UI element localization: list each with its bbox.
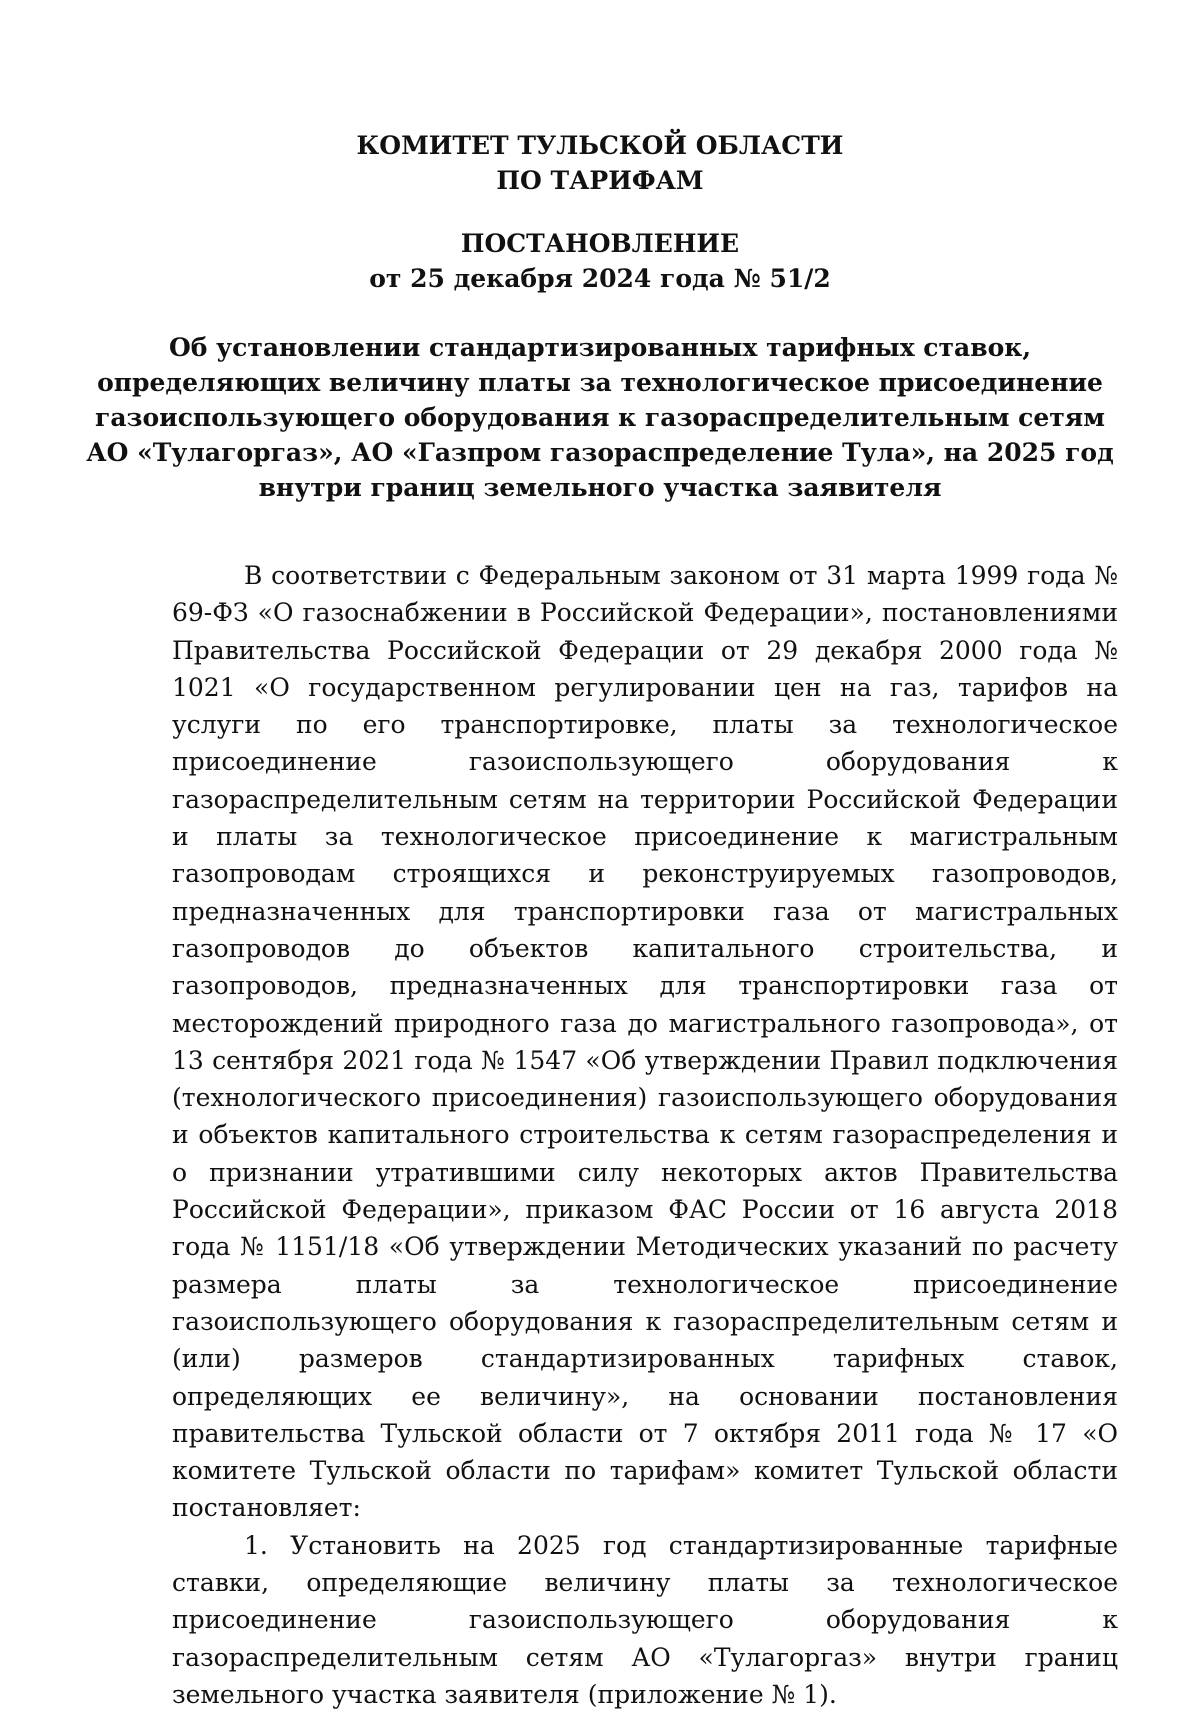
document-date-number: от 25 декабря 2024 года № 51/2: [369, 264, 831, 293]
clause-1-paragraph: 1. Установить на 2025 год стандартизированные тарифные ставки, определяющие величину платы за технологическое присоединение газоиспользующего оборудования к газораспределительным сетям АО «Тулагоргаз» внутри границ земельного участка заявителя (приложение № 1).: [172, 1530, 1118, 1709]
authority-line-1: КОМИТЕТ ТУЛЬСКОЙ ОБЛАСТИ: [356, 131, 844, 160]
issuing-authority: [0, 128, 1200, 198]
document-subject: [0, 330, 1200, 505]
subject-line: определяющих величину платы за технологическое присоединение: [97, 368, 1103, 397]
subject-line: газоиспользующего оборудования к газораспределительным сетям: [95, 403, 1105, 432]
authority-line-2: ПО ТАРИФАМ: [496, 166, 704, 195]
document-heading: [0, 226, 1200, 296]
subject-line: АО «Тулагоргаз», АО «Газпром газораспределение Тула», на 2025 год: [86, 438, 1114, 467]
subject-line: внутри границ земельного участка заявителя: [258, 473, 942, 502]
subject-line: Об установлении стандартизированных тарифных ставок,: [168, 333, 1032, 362]
preamble-paragraph: В соответствии с Федеральным законом от 31 марта 1999 года № 69-ФЗ «О газоснабжении в Российской Федерации», постановлениями Правительства Российской Федерации от 29 декабря 2000 года № 1021 «О государственном регулировании цен на газ, тарифов на услуги по его транспортировке, платы за технологическое присоединение газоиспользующего оборудования к газораспределительным сетям на территории Российской Федерации и платы за технологическое присоединение к магистральным газопроводам строящихся и реконструируемых газопроводов, предназначенных для транспортировки газа от магистральных газопроводов до объектов капитального строительства, и газопроводов, предназначенных для транспортировки газа от месторождений природного газа до магистрального газопровода», от 13 сентября 2021 года № 1547 «Об утверждении Правил подключения (технологического присоединения) газоиспользующего оборудования и объектов капитального строительства к сетям газораспределения и о признании утратившими силу некоторых актов Правительства Российской Федерации», приказом ФАС России от 16 августа 2018 года № 1151/18 «Об утверждении Методических указаний по расчету размера платы за технологическое присоединение газоиспользующего оборудования к газораспределительным сетям и (или) размеров стандартизированных тарифных ставок, определяющих ее величину», на основании постановления правительства Тульской области от 7 октября 2011 года № 17 «О комитете Тульской области по тарифам» комитет Тульской области постановляет:: [172, 561, 1118, 1523]
document-body: [172, 557, 1118, 1713]
document-type: ПОСТАНОВЛЕНИЕ: [460, 229, 740, 258]
